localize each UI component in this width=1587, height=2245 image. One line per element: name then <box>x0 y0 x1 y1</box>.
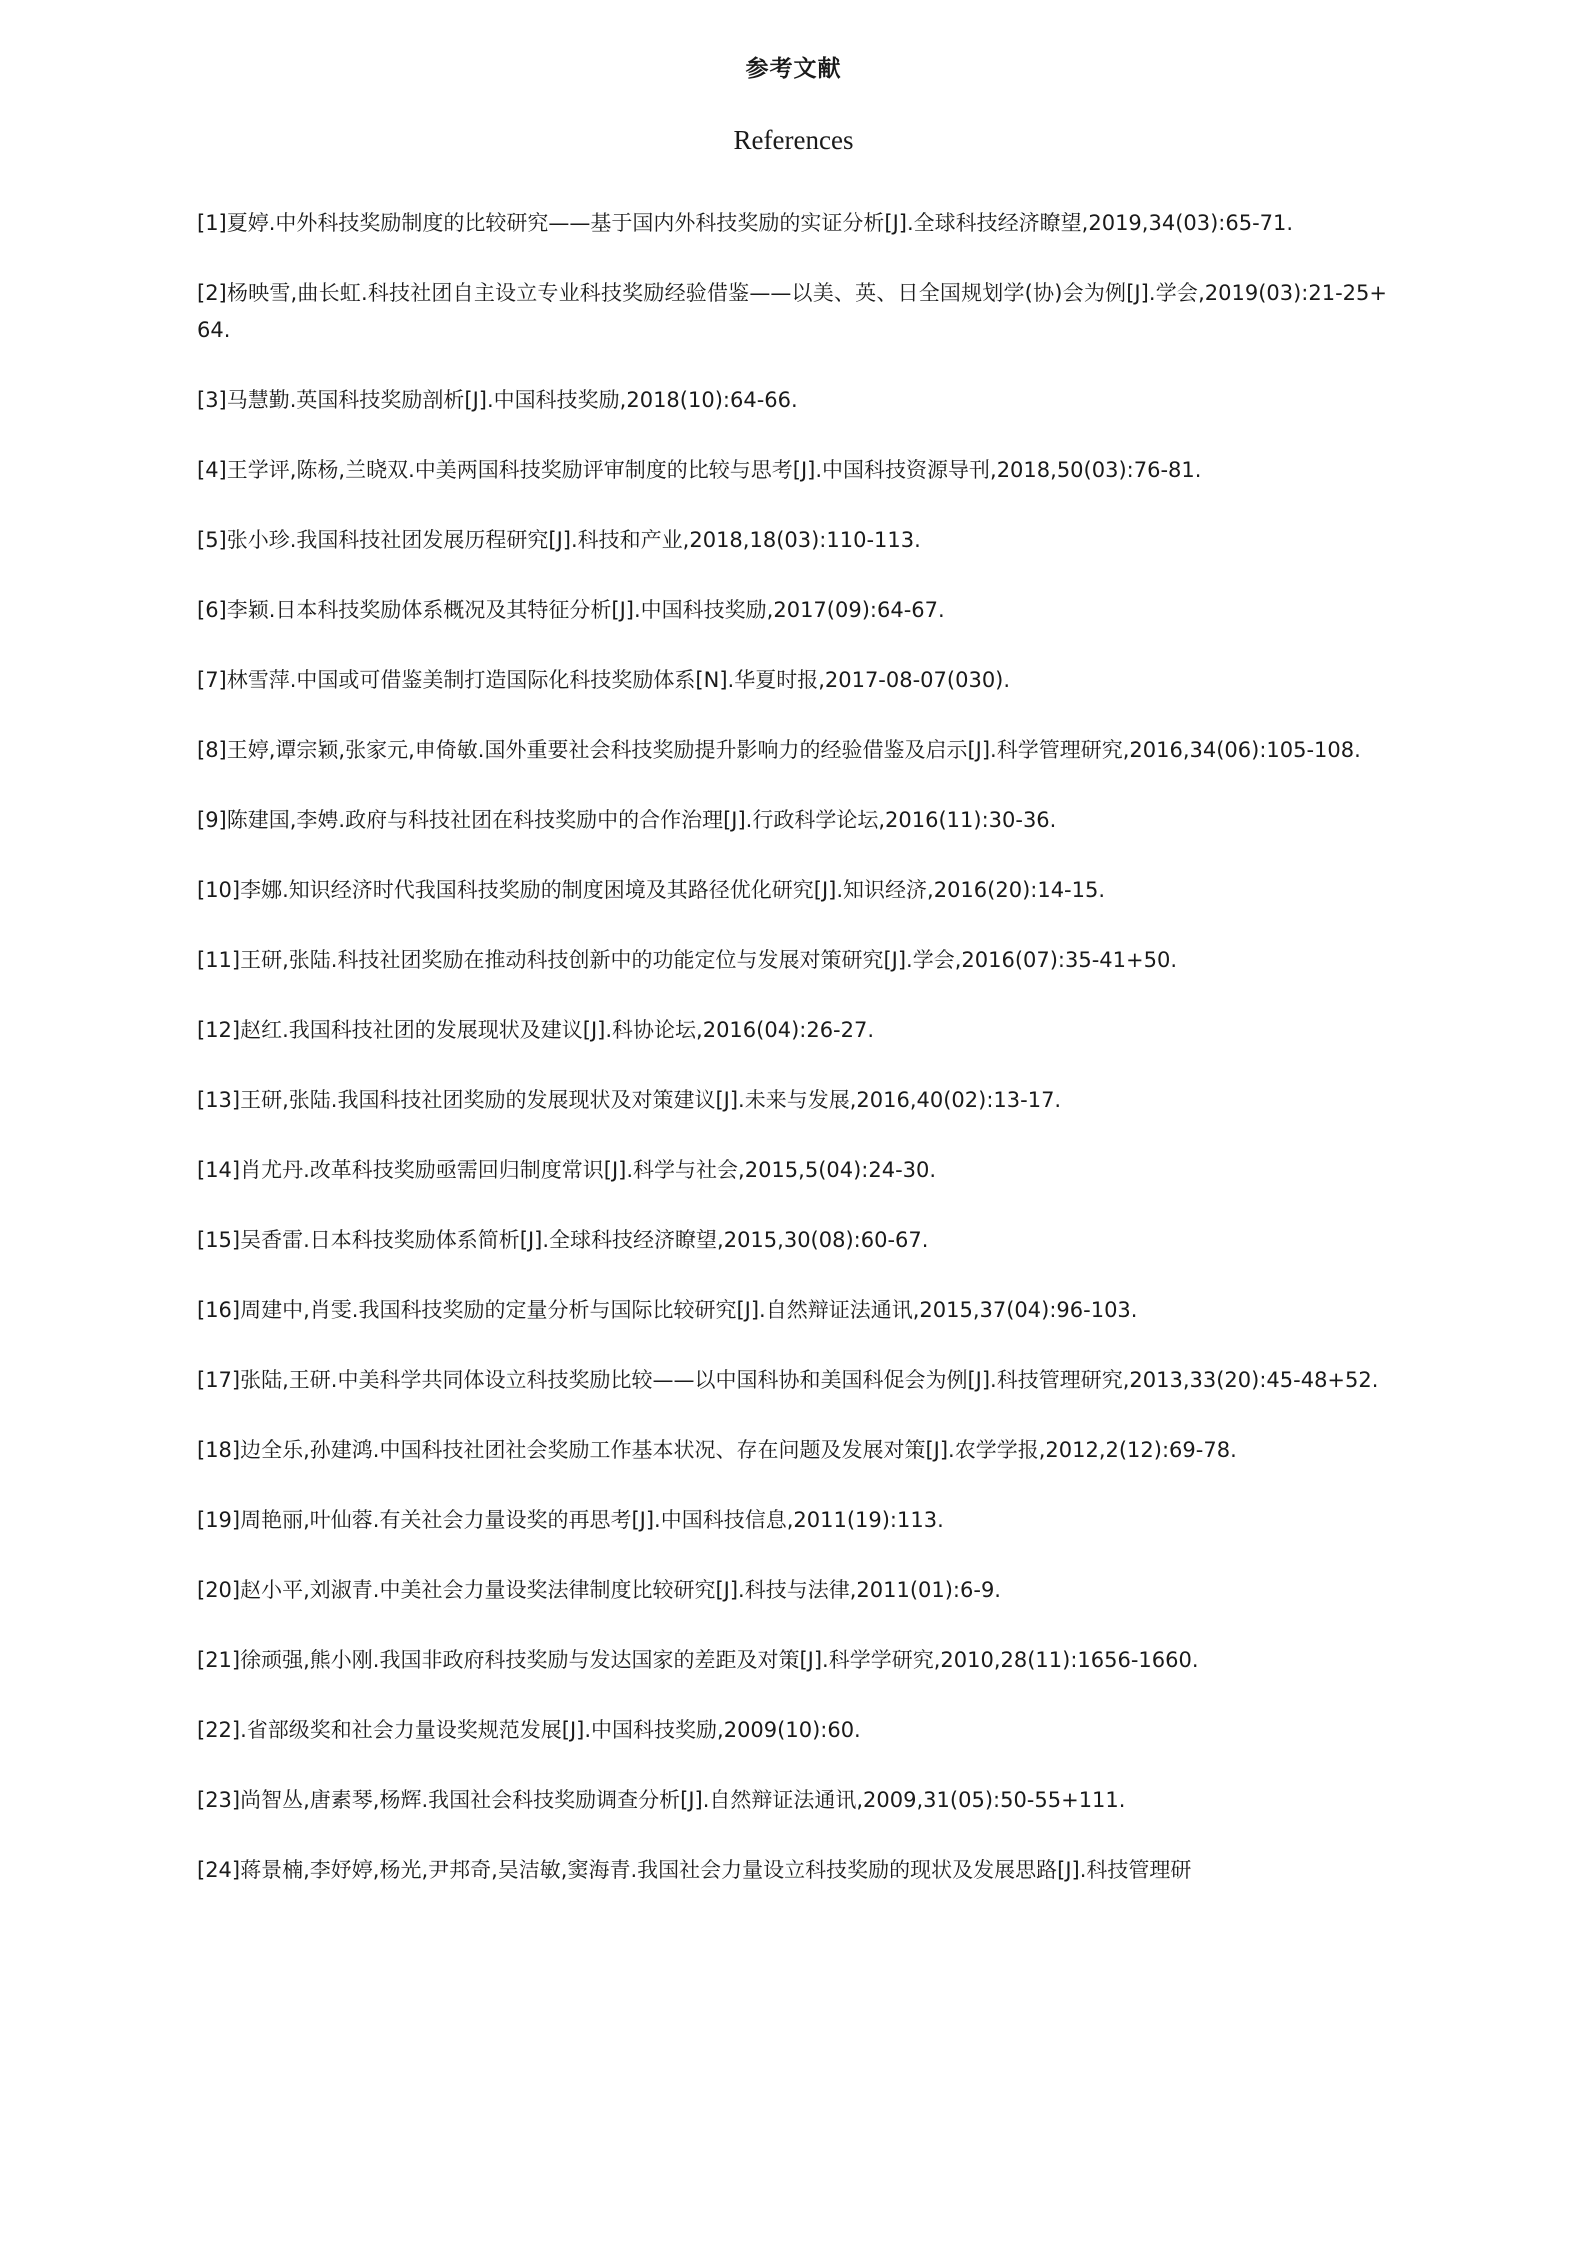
reference-item: [18]边全乐,孙建鸿.中国科技社团社会奖励工作基本状况、存在问题及发展对策[J].农学学报,2012,2(12):69-78. <box>197 1438 1237 1462</box>
reference-item: [24]蒋景楠,李妤婷,杨光,尹邦奇,吴洁敏,窦海青.我国社会力量设立科技奖励的现状及发展思路[J].科技管理研 <box>197 1858 1192 1882</box>
reference-item: [14]肖尤丹.改革科技奖励亟需回归制度常识[J].科学与社会,2015,5(04):24-30. <box>197 1158 937 1182</box>
reference-item: [6]李颖.日本科技奖励体系概况及其特征分析[J].中国科技奖励,2017(09):64-67. <box>197 598 945 622</box>
reference-item: [22].省部级奖和社会力量设奖规范发展[J].中国科技奖励,2009(10):60. <box>197 1718 861 1742</box>
reference-item: [5]张小珍.我国科技社团发展历程研究[J].科技和产业,2018,18(03):110-113. <box>197 528 921 552</box>
reference-item: [23]尚智丛,唐素琴,杨辉.我国社会科技奖励调查分析[J].自然辩证法通讯,2009,31(05):50-55+111. <box>197 1788 1126 1812</box>
heading-chinese: 参考文献 <box>745 56 842 82</box>
reference-item: [4]王学评,陈杨,兰晓双.中美两国科技奖励评审制度的比较与思考[J].中国科技资源导刊,2018,50(03):76-81. <box>197 458 1202 482</box>
reference-item: [8]王婷,谭宗颖,张家元,申倚敏.国外重要社会科技奖励提升影响力的经验借鉴及启示[J].科学管理研究,2016,34(06):105-108. <box>197 738 1361 762</box>
reference-item: [1]夏婷.中外科技奖励制度的比较研究——基于国内外科技奖励的实证分析[J].全球科技经济瞭望,2019,34(03):65-71. <box>197 211 1294 235</box>
reference-list <box>197 205 1387 1922</box>
reference-item: [13]王研,张陆.我国科技社团奖励的发展现状及对策建议[J].未来与发展,2016,40(02):13-17. <box>197 1088 1062 1112</box>
reference-item: [9]陈建国,李娉.政府与科技社团在科技奖励中的合作治理[J].行政科学论坛,2016(11):30-36. <box>197 808 1057 832</box>
reference-item: [19]周艳丽,叶仙蓉.有关社会力量设奖的再思考[J].中国科技信息,2011(19):113. <box>197 1508 944 1532</box>
reference-item: [3]马慧勤.英国科技奖励剖析[J].中国科技奖励,2018(10):64-66. <box>197 388 798 412</box>
reference-item: [20]赵小平,刘淑青.中美社会力量设奖法律制度比较研究[J].科技与法律,2011(01):6-9. <box>197 1578 1001 1602</box>
reference-item: [16]周建中,肖雯.我国科技奖励的定量分析与国际比较研究[J].自然辩证法通讯,2015,37(04):96-103. <box>197 1298 1138 1322</box>
reference-item: [21]徐顽强,熊小刚.我国非政府科技奖励与发达国家的差距及对策[J].科学学研究,2010,28(11):1656-1660. <box>197 1648 1199 1672</box>
reference-item: [11]王研,张陆.科技社团奖励在推动科技创新中的功能定位与发展对策研究[J].学会,2016(07):35-41+50. <box>197 948 1178 972</box>
reference-item: [17]张陆,王研.中美科学共同体设立科技奖励比较——以中国科协和美国科促会为例[J].科技管理研究,2013,33(20):45-48+52. <box>197 1368 1379 1392</box>
reference-item: [12]赵红.我国科技社团的发展现状及建议[J].科协论坛,2016(04):26-27. <box>197 1018 875 1042</box>
heading-english: References <box>733 125 854 155</box>
reference-item: [7]林雪萍.中国或可借鉴美制打造国际化科技奖励体系[N].华夏时报,2017-08-07(030). <box>197 668 1011 692</box>
reference-item: [15]吴香雷.日本科技奖励体系简析[J].全球科技经济瞭望,2015,30(08):60-67. <box>197 1228 929 1252</box>
reference-item: [2]杨映雪,曲长虹.科技社团自主设立专业科技奖励经验借鉴——以美、英、日全国规划学(协)会为例[J].学会,2019(03):21-25+64. <box>197 281 1387 342</box>
reference-item: [10]李娜.知识经济时代我国科技奖励的制度困境及其路径优化研究[J].知识经济,2016(20):14-15. <box>197 878 1106 902</box>
